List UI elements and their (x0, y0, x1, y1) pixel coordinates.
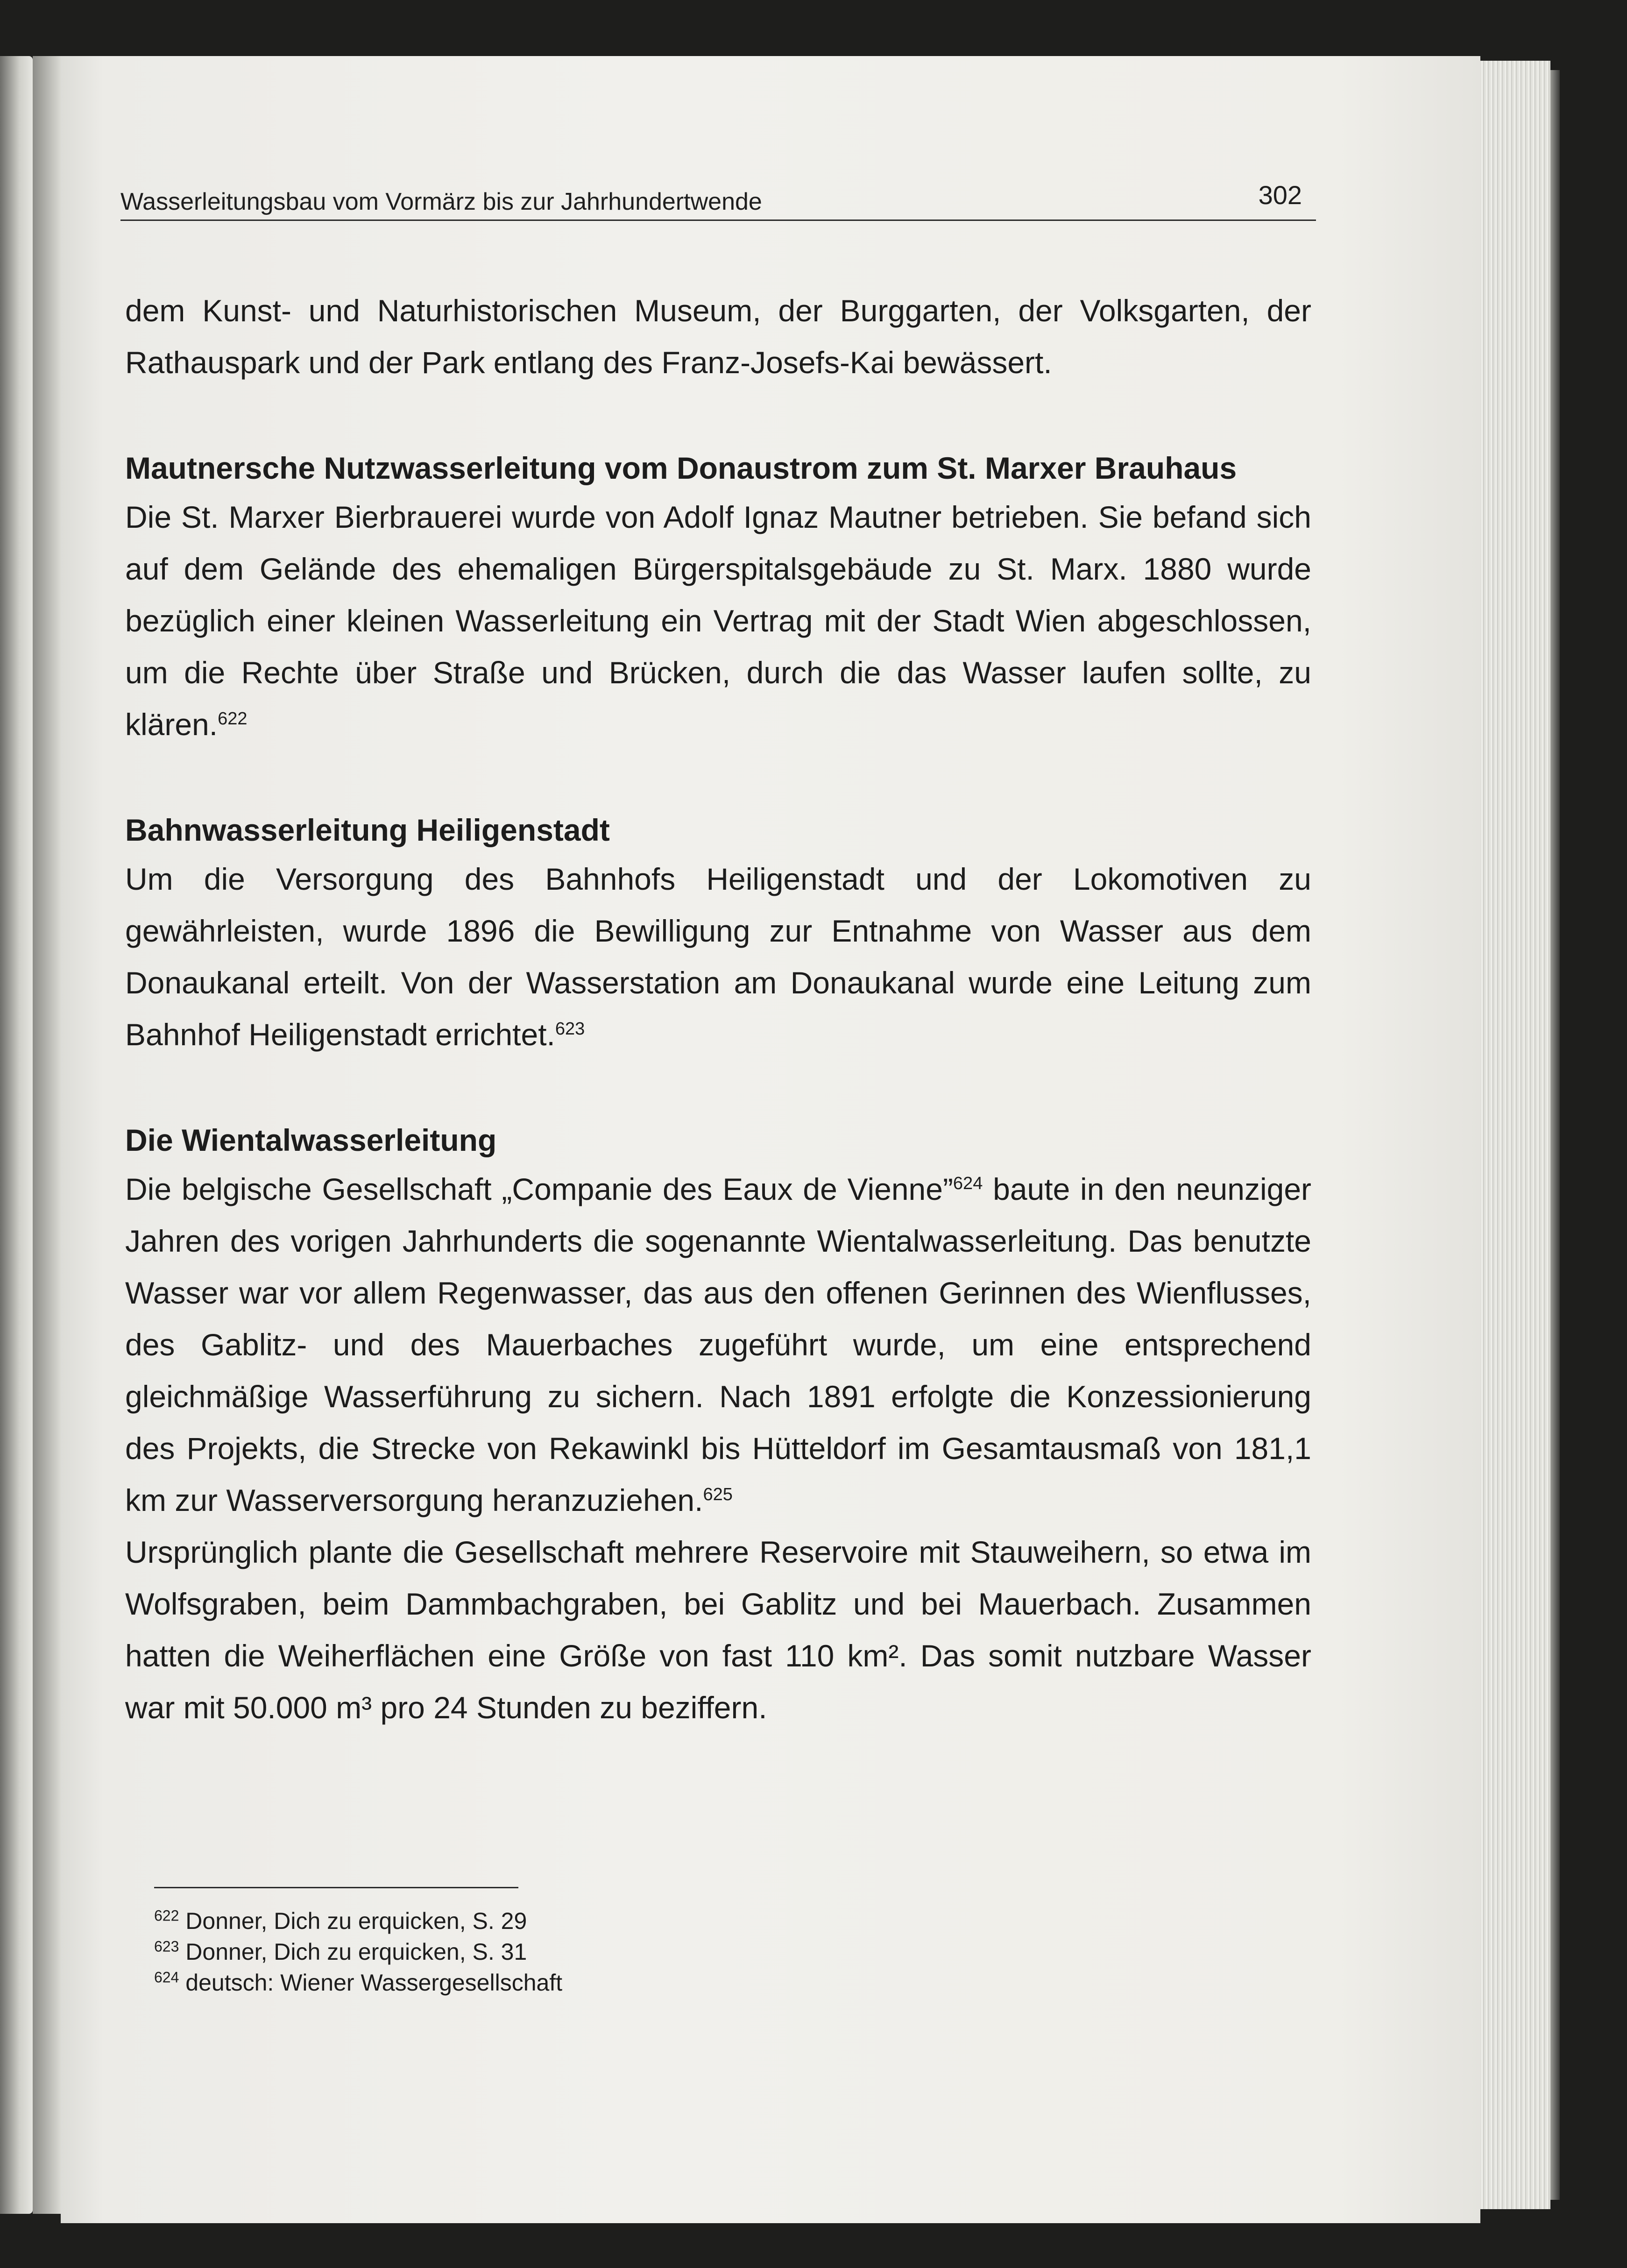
section-paragraph-wiental-2: Ursprünglich plante die Gesellschaft mehrere Reservoire mit Stauweihern, so etwa im Wolfsgraben, beim Dammbachgraben, bei Gablitz und bei Mauerbach. Zusammen hatten die Weiherflächen eine Größe von fast 110 km². Das somit nutzbare Wasser war mit 50.000 m³ pro 24 Stunden zu beziffern. (125, 1535, 1311, 1725)
page-body (125, 285, 1311, 1734)
footnote-ref-623[interactable]: 623 (555, 1019, 585, 1039)
footnote-number: 622 (154, 1907, 179, 1924)
footnote-divider (154, 1887, 518, 1888)
section-paragraph-heiligenstadt (125, 853, 1311, 1061)
footnote-text: Donner, Dich zu erquicken, S. 31 (185, 1939, 527, 1965)
paragraph-text: Die belgische Gesellschaft „Companie des Eaux de Vienne” (125, 1172, 953, 1206)
section-paragraph-wiental (125, 1163, 1311, 1526)
section-heading-wiental: Die Wientalwasserleitung (125, 1123, 497, 1157)
left-page-edge (0, 56, 33, 2214)
spacer (125, 389, 1311, 445)
section-paragraph-mautner (125, 491, 1311, 751)
book-gutter (33, 56, 61, 2214)
footnote-622 (154, 1906, 1088, 1936)
page-stack-edge (1480, 61, 1550, 2209)
section-heading-mautner: Mautnersche Nutzwasserleitung vom Donaustrom zum St. Marxer Brauhaus (125, 451, 1237, 485)
spacer (125, 751, 1311, 807)
footnote-624 (154, 1967, 1088, 1998)
page-number: 302 (1258, 180, 1302, 210)
footnote-623 (154, 1936, 1088, 1967)
section-heading-heiligenstadt: Bahnwasserleitung Heiligenstadt (125, 813, 610, 847)
running-header (120, 168, 1316, 221)
footnote-text: Donner, Dich zu erquicken, S. 29 (185, 1908, 527, 1934)
footnote-number: 623 (154, 1938, 179, 1955)
footnote-ref-622[interactable]: 622 (218, 709, 248, 729)
intro-paragraph: dem Kunst- und Naturhistorischen Museum, der Burggarten, der Volksgarten, der Rathauspark und der Park entlang des Franz-Josefs-Kai bewässert. (125, 293, 1311, 380)
paragraph-text: Die St. Marxer Bierbrauerei wurde von Adolf Ignaz Mautner betrieben. Sie befand sich auf dem Gelände des ehemaligen Bürgerspitalsgebäude zu St. Marx. 1880 wurde bezüglich einer kleinen Wasserleitung ein Vertrag mit der Stadt Wien abgeschlossen, um die Rechte über Straße und Brücken, durch die das Wasser laufen sollte, zu klären. (125, 500, 1311, 742)
footnote-ref-625[interactable]: 625 (703, 1485, 733, 1504)
paragraph-text: Um die Versorgung des Bahnhofs Heiligenstadt und der Lokomotiven zu gewährleisten, wurde 1896 die Bewilligung zur Entnahme von Wasser aus dem Donaukanal erteilt. Von der Wasserstation am Donaukanal wurde eine Leitung zum Bahnhof Heiligenstadt errichtet. (125, 862, 1311, 1052)
spacer (125, 1061, 1311, 1117)
footnotes (154, 1906, 1088, 1998)
paragraph-text: baute in den neunziger Jahren des vorigen Jahrhunderts die sogenannte Wientalwasserleitung. Das benutzte Wasser war vor allem Regenwasser, das aus den offenen Gerinnen des Wienflusses, des Gablitz- und des Mauerbaches zugeführt wurde, um eine entsprechend gleichmäßige Wasserführung zu sichern. Nach 1891 erfolgte die Konzessionierung des Projekts, die Strecke von Rekawinkl bis Hütteldorf im Gesamtausmaß von 181,1 km zur Wasserversorgung heranzuziehen. (125, 1172, 1311, 1517)
page-stack-shadow (1550, 70, 1560, 2200)
footnote-text: deutsch: Wiener Wassergesellschaft (185, 1970, 563, 1996)
footnote-ref-624[interactable]: 624 (953, 1174, 983, 1193)
footnote-number: 624 (154, 1969, 179, 1986)
running-header-title: Wasserleitungsbau vom Vormärz bis zur Jahrhundertwende (120, 188, 762, 215)
